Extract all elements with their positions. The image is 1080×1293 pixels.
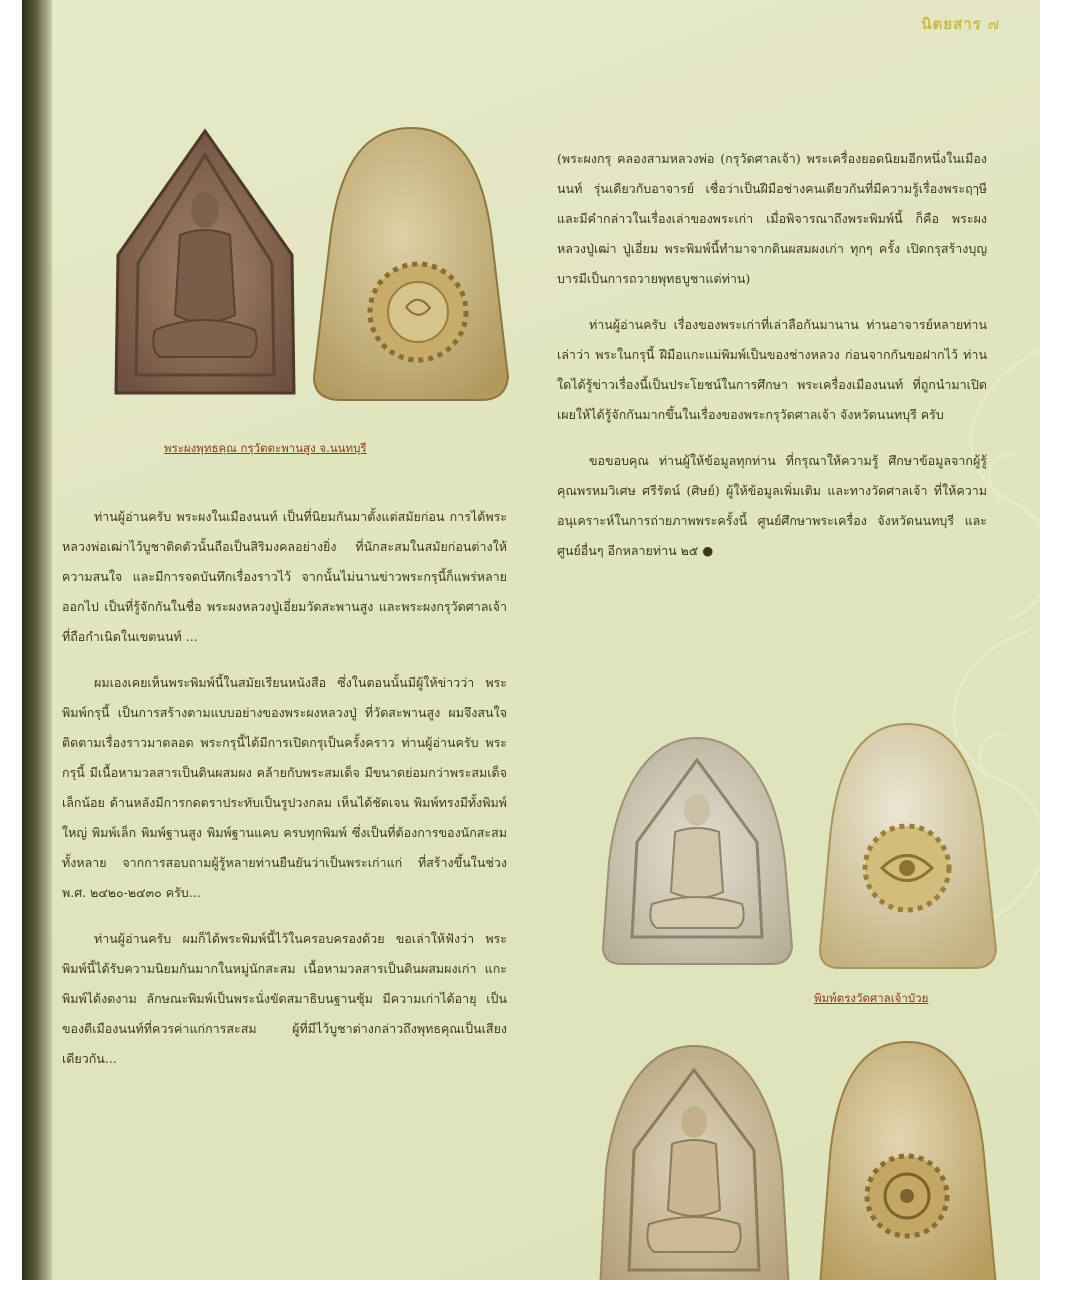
header-title: นิตยสาร xyxy=(921,15,982,33)
image-caption-1: พระผงพุทธคุณ กรุวัดตะพานสูง จ.นนทบุรี xyxy=(164,441,367,455)
circular-seal-icon xyxy=(812,1036,1002,1280)
image-caption-2: พิมพ์ตรงวัดศาลเจ้าบัวย xyxy=(814,991,929,1005)
article-right-column xyxy=(557,144,987,582)
buddha-relief-icon xyxy=(597,732,797,970)
circular-seal-icon xyxy=(812,718,1002,974)
page-number: ๗ xyxy=(987,15,1000,33)
article-left-column xyxy=(62,502,507,1090)
page-header xyxy=(921,12,1000,36)
paragraph: ท่านผู้อ่านครับ ผมก็ได้พระพิมพ์นี้ไว้ในครอบครองด้วย ขอเล่าให้ฟังว่า พระพิมพ์นี้ได้รับความนิยมกันมากในหมู่นักสะสม เนื้อหามวลสารเป็นดินผสมผงเก่า แกะพิมพ์ได้งดงาม ลักษณะพิมพ์เป็นพระนั่งขัดสมาธิบนฐานซุ้ม มีความเก่าได้อายุ เป็นของดีเมืองนนท์ที่ควรค่าแก่การสะสม ผู้ที่มีไว้บูชาต่างกล่าวถึงพุทธคุณเป็นเสียงเดียวกัน... xyxy=(62,931,507,1066)
paragraph: ท่านผู้อ่านครับ พระผงในเมืองนนท์ เป็นที่นิยมกันมาตั้งแต่สมัยก่อน การได้พระหลวงพ่อเฒ่าไว้บูชาติดตัวนั้นถือเป็นสิริมงคลอย่างยิ่ง ที่นักสะสมในสมัยก่อนต่างให้ความสนใจ และมีการจดบันทึกเรื่องราวไว้ จากนั้นไม่นานข่าวพระกรุนี้ก็แพร่หลายออกไป เป็นที่รู้จักกันในชื่อ พระผงหลวงปู่เอี่ยมวัดสะพานสูง และพระผงกรุวัดศาลเจ้า ที่ถือกำเนิดในเขตนนท์ ... xyxy=(62,509,507,644)
paragraph: ท่านผู้อ่านครับ เรื่องของพระเก่าที่เล่าลือกันมานาน ท่านอาจารย์หลายท่านเล่าว่า พระในกรุนี้ ฝีมือแกะแม่พิมพ์เป็นของช่างหลวง ก่อนจากกันขอฝากไว้ ท่านใดได้รู้ข่าวเรื่องนี้เป็นประโยชน์ในการศึกษา พระเครื่องเมืองนนท์ ที่ถูกนำมาเปิดเผยให้ได้รู้จักกันมากขึ้นในเรื่องของพระกรุวัดศาลเจ้า จังหวัดนนทบุรี ครับ xyxy=(557,317,987,422)
buddha-relief-icon xyxy=(110,125,300,407)
paragraph: ขอขอบคุณ ท่านผู้ให้ข้อมูลทุกท่าน ที่กรุณาให้ความรู้ ศึกษาข้อมูลจากผู้รู้ คุณพรหมวิเศษ ศรีรัตน์ (ศิษย์) ผู้ให้ข้อมูลเพิ่มเติม และทางวัดศาลเจ้า ที่ให้ความอนุเคราะห์ในการถ่ายภาพพระครั้งนี้ ศูนย์ศึกษาพระเครื่อง จังหวัดนนทบุรี และศูนย์อื่นๆ อีกหลายท่าน ๒๕ ● xyxy=(557,453,987,558)
paragraph: (พระผงกรุ คลองสามหลวงพ่อ (กรุวัดศาลเจ้า) พระเครื่องยอดนิยมอีกหนึ่งในเมืองนนท์ รุ่นเดียวกับอาจารย์ เชื่อว่าเป็นฝีมือช่างคนเดียวกันที่มีความรู้เรื่องพระฤๅษี และมีคำกล่าวในเรื่องเล่าของพระเก่า เมื่อพิจารณาถึงพระพิมพ์นี้ ก็คือ พระผงหลวงปู่เฒ่า ปู่เอี่ยม พระพิมพ์นี้ทำมาจากดินผสมผงเก่า ทุกๆ ครั้ง เปิดกรุสร้างบุญบารมีเป็นการถวายพุทธบูชาแด่ท่าน) xyxy=(557,151,987,286)
magazine-page xyxy=(22,0,1040,1280)
circular-seal-icon xyxy=(306,122,516,407)
page-gutter-shadow xyxy=(22,0,52,1280)
buddha-relief-icon xyxy=(594,1040,794,1280)
paragraph: ผมเองเคยเห็นพระพิมพ์นี้ในสมัยเรียนหนังสือ ซึ่งในตอนนั้นมีผู้ให้ข่าวว่า พระพิมพ์กรุนี้ เป็นการสร้างตามแบบอย่างของพระผงหลวงปู่ ที่วัดสะพานสูง ผมจึงสนใจติดตามเรื่องราวมาตลอด พระกรุนี้ได้มีการเปิดกรุเป็นครั้งคราว ท่านผู้อ่านครับ พระกรุนี้ มีเนื้อหามวลสารเป็นดินผสมผง คล้ายกับพระสมเด็จ มีขนาดย่อมกว่าพระสมเด็จเล็กน้อย ด้านหลังมีการกดตราประทับเป็นรูปวงกลม เห็นได้ชัดเจน พิมพ์ทรงมีทั้งพิมพ์ใหญ่ พิมพ์เล็ก พิมพ์ฐานสูง พิมพ์ฐานแคบ ครบทุกพิมพ์ ซึ่งเป็นที่ต้องการของนักสะสมทั้งหลาย จากการสอบถามผู้รู้หลายท่านยืนยันว่าเป็นพระเก่าแก่ ที่สร้างขึ้นในช่วง พ.ศ. ๒๔๒๐-๒๔๓๐ ครับ... xyxy=(62,675,507,900)
